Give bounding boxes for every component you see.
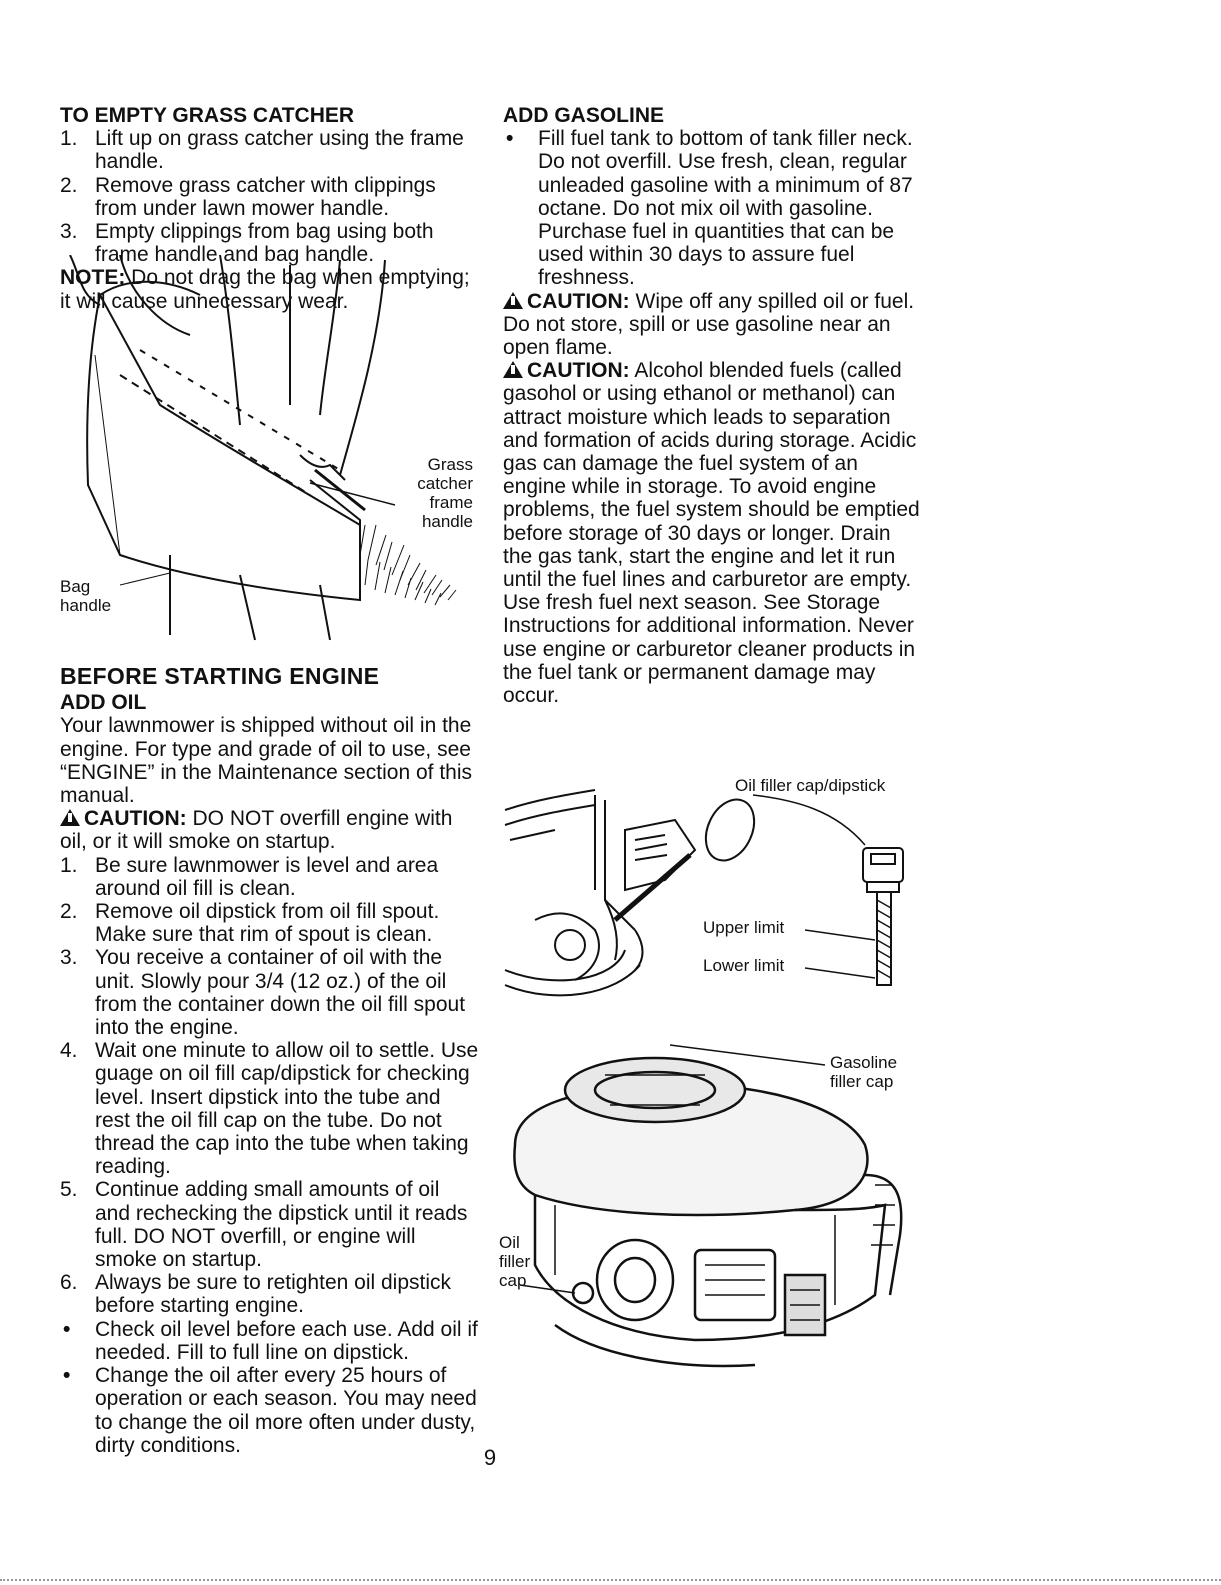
note-label: NOTE: [60, 266, 126, 290]
oil-cap-label [499, 1233, 530, 1290]
list-item [60, 1364, 480, 1457]
step-number: 5. [60, 1178, 78, 1202]
step-text: Remove oil dipstick from oil fill spout. Make sure that rim of spout is clean. [95, 900, 440, 947]
add-oil-intro: Your lawnmower is shipped without oil in the engine. For type and grade of oil to use, see “ENGINE” in the Maintenance section of this manual. [60, 714, 473, 808]
step-text: Empty clippings from bag using both frame handle and bag handle. [95, 220, 434, 267]
empty-catcher-heading: TO EMPTY GRASS CATCHER [60, 104, 355, 127]
step-number: 4. [60, 1039, 78, 1063]
bag-handle-label [60, 577, 111, 615]
step-number: 6. [60, 1271, 78, 1295]
label-line: handle [60, 596, 112, 615]
list-item [503, 127, 923, 289]
grass-catcher-illustration [60, 255, 480, 645]
step-text: You receive a container of oil with the unit. Slowly pour 3/4 (12 oz.) of the oil from the container down the oil fill spout into the engine. [95, 946, 466, 1040]
list-item [60, 946, 480, 1039]
step-number: 1. [60, 127, 78, 151]
step-text: Continue adding small amounts of oil and rechecking the dipstick until it reads full. DO NOT overfill, or engine will smoke on startup. [95, 1178, 468, 1272]
label-line: Oil [499, 1233, 520, 1252]
bullet-text: Fill fuel tank to bottom of tank filler neck. Do not overfill. Use fresh, clean, regular unleaded gasoline with a minimum of 87 octane. Do not mix oil with gasoline. Purchase fuel in quantities that can be used within 30 days to assure fuel freshness. [538, 127, 913, 290]
step-number: 2. [60, 173, 78, 197]
list-item [60, 1318, 480, 1364]
label-line: handle [421, 512, 473, 531]
list-item [60, 174, 480, 220]
empty-steps-list [60, 127, 480, 266]
caution-text: Alcohol blended fuels (called gasohol or using ethanol or methanol) can attract moisture which leads to separation and formation of acids during storage. Acidic gas can damage the fuel system of an engine while in storage. To avoid engine problems, the fuel system should be emptied before storage of 30 days or longer. Drain the gas tank, start the engine and let it run until the fuel lines and carburetor are empty. Use fresh fuel next season. See Storage Instructions for additional information. Never use engine or carburetor cleaner products in the fuel tank or permanent damage may occur. [503, 359, 920, 708]
label-line: filler [499, 1252, 531, 1271]
label-line: Bag [60, 577, 91, 596]
label-line: filler cap [830, 1072, 894, 1091]
label-line: frame [429, 493, 473, 512]
bullet-icon: • [63, 1317, 71, 1341]
label-line: Grass [427, 455, 473, 474]
caution-label: CAUTION: [527, 359, 630, 383]
caution-label: CAUTION: [527, 289, 630, 313]
add-gasoline-heading: ADD GASOLINE [503, 104, 665, 127]
label-line: Gasoline [830, 1053, 898, 1072]
step-number: 1. [60, 853, 78, 877]
step-text: Always be sure to retighten oil dipstick before starting engine. [95, 1271, 452, 1318]
caution-text: DO NOT overfill engine with oil, or it will smoke on startup. [60, 807, 453, 854]
note-text: Do not drag the bag when emptying; it will cause unnecessary wear. [60, 266, 470, 313]
step-number: 3. [60, 220, 78, 244]
warning-triangle-icon [503, 361, 523, 378]
caution-label: CAUTION: [84, 807, 187, 831]
list-item [60, 127, 480, 173]
step-text: Wait one minute to allow oil to settle. Use guage on oil fill cap/dipstick for checking level. Insert dipstick into the tube and rest the oil fill cap on the tube. Do not thread the cap into the tube when taking reading. [95, 1039, 479, 1179]
dipstick-figure [495, 770, 915, 1020]
lower-limit-label: Lower limit [703, 956, 785, 975]
step-number: 3. [60, 946, 78, 970]
page-number: 9 [483, 1445, 497, 1470]
upper-limit-label: Upper limit [703, 918, 785, 937]
frame-handle-label [393, 455, 473, 531]
caution-text: Wipe off any spilled oil or fuel. Do not store, spill or use gasoline near an open flame. [503, 289, 915, 360]
step-text: Remove grass catcher with clippings from under lawn mower handle. [95, 173, 436, 220]
bullet-icon: • [506, 127, 514, 151]
right-column [503, 104, 923, 707]
oil-bullets [60, 1318, 480, 1457]
step-text: Lift up on grass catcher using the frame handle. [95, 127, 464, 174]
label-line: catcher [417, 474, 473, 493]
bullet-text: Change the oil after every 25 hours of operation or each season. You may need to change the oil more often under dusty, dirty conditions. [95, 1364, 477, 1457]
step-text: Be sure lawnmower is level and area around oil fill is clean. [95, 853, 439, 900]
bullet-icon: • [63, 1364, 71, 1388]
list-item [60, 854, 480, 900]
grass-catcher-figure [60, 255, 480, 645]
before-starting-heading: BEFORE STARTING ENGINE [60, 663, 380, 689]
dipstick-illustration [495, 770, 915, 1020]
gasoline-cap-label [830, 1053, 897, 1091]
fuel-caution-2 [503, 359, 923, 707]
warning-triangle-icon [503, 292, 523, 309]
engine-figure [495, 1035, 915, 1380]
label-line: cap [499, 1271, 527, 1290]
oil-caution [60, 807, 480, 853]
fuel-caution-1 [503, 290, 923, 360]
page-bottom-rule [0, 1579, 1221, 1583]
oil-steps-list [60, 854, 480, 1318]
warning-triangle-icon [60, 809, 80, 826]
list-item [60, 1178, 480, 1271]
list-item [60, 900, 480, 946]
step-number: 2. [60, 900, 78, 924]
dipstick-label: Oil filler cap/dipstick [735, 776, 886, 795]
list-item [60, 1039, 480, 1178]
bullet-text: Check oil level before each use. Add oil if needed. Fill to full line on dipstick. [95, 1317, 478, 1364]
left-column-lower [60, 665, 480, 1457]
add-oil-heading: ADD OIL [60, 691, 147, 715]
list-item [60, 1271, 480, 1317]
